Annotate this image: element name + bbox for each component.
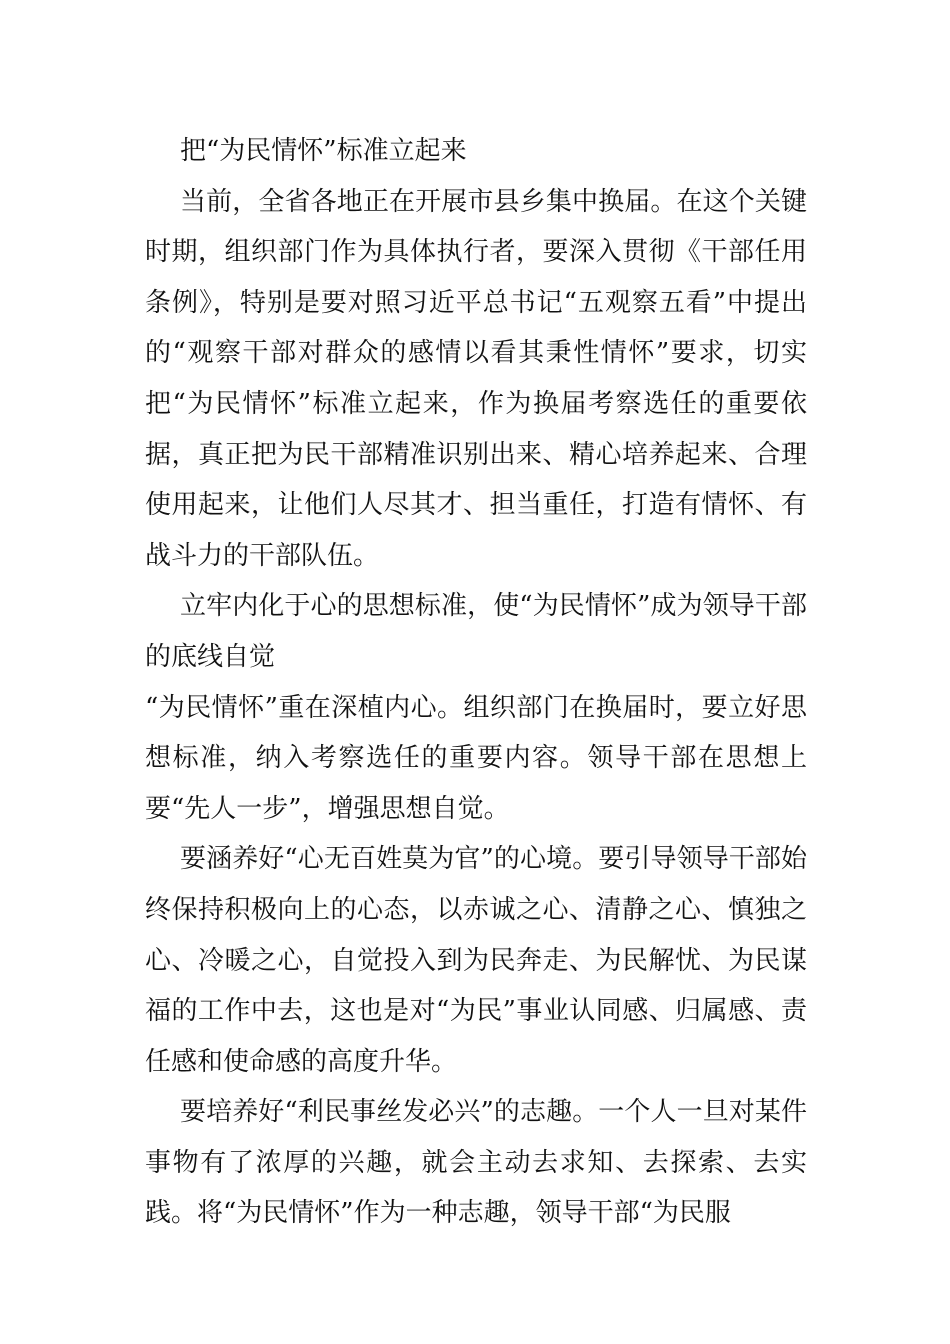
section-heading: 立牢内化于心的思想标准，使“为民情怀”成为领导干部的底线自觉: [145, 591, 807, 672]
paragraph-intro: 当前，全省各地正在开展市县乡集中换届。在这个关键时期，组织部门作为具体执行者，要深入贯彻《干部任用条例》，特别是要对照习近平总书记“五观察五看”中提出的“观察干部对群众的感情以看其秉性情怀”要求，切实把“为民情怀”标准立起来，作为换届考察选任的重要依据，真正把为民干部精准识别出来、精心培养起来、合理使用起来，让他们人尽其才、担当重任，打造有情怀、有战斗力的干部队伍。: [145, 186, 807, 571]
document-body: [145, 126, 807, 1239]
paragraph-thought-standard: “为民情怀”重在深植内心。组织部门在换届时，要立好思想标准，纳入考察选任的重要内容。领导干部在思想上要“先人一步”，增强思想自觉。: [145, 692, 807, 824]
paragraph-mindset: 要涵养好“心无百姓莫为官”的心境。要引导领导干部始终保持积极向上的心态，以赤诚之心、清静之心、慎独之心、冷暖之心，自觉投入到为民奔走、为民解忧、为民谋福的工作中去，这也是对“为民”事业认同感、归属感、责任感和使命感的高度升华。: [145, 844, 807, 1077]
paragraph-interest: 要培养好“利民事丝发必兴”的志趣。一个人一旦对某件事物有了浓厚的兴趣，就会主动去求知、去探索、去实践。将“为民情怀”作为一种志趣，领导干部“为民服: [145, 1097, 807, 1229]
document-heading: 把“为民情怀”标准立起来: [180, 136, 467, 166]
